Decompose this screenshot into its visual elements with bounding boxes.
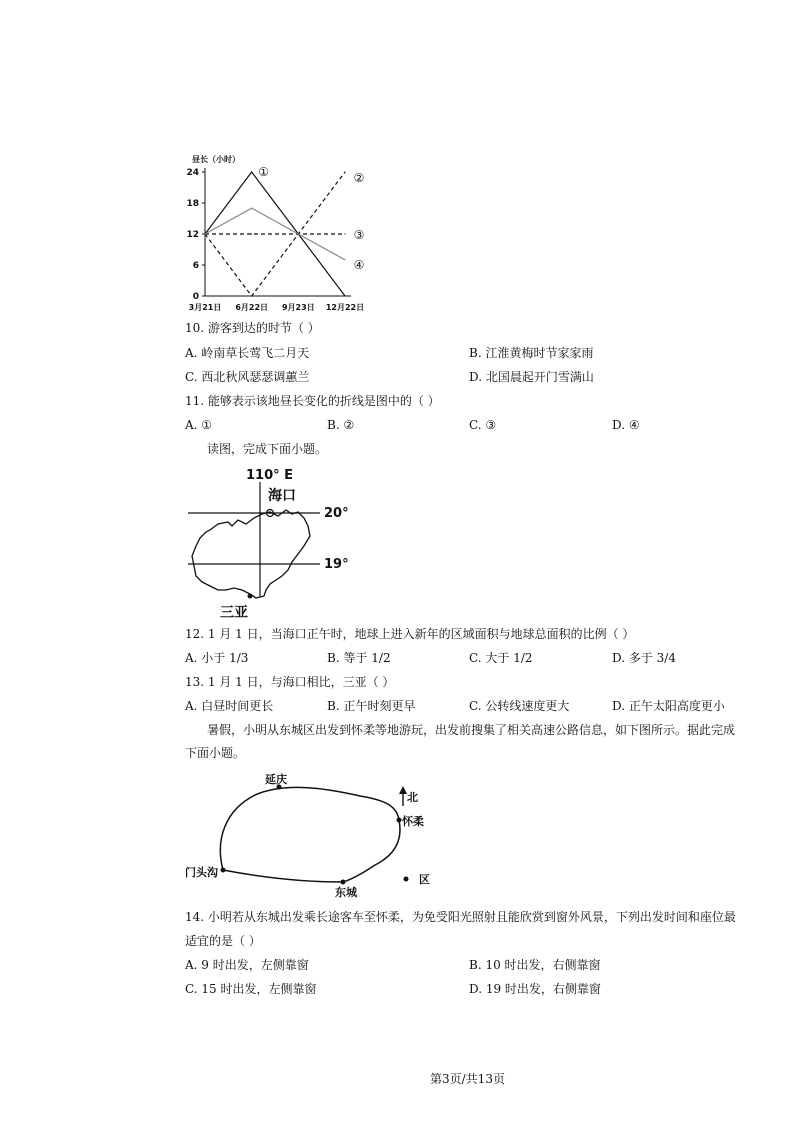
series-3-point: [251, 233, 252, 234]
sanya-marker: [248, 594, 253, 599]
x-tick-label: 3月21日: [188, 303, 222, 312]
y-tick-label: 12: [186, 230, 199, 240]
series-label-1: ①: [258, 165, 270, 179]
q11-option-d: D. ④: [612, 418, 640, 432]
series-3-point: [344, 233, 345, 234]
beijing-highway-map: [185, 770, 445, 900]
intro-text-2: 读图，完成下面小题。: [207, 442, 328, 456]
mentougou-label: 门头沟: [185, 866, 218, 879]
page-footer: 第3页/共13页: [430, 1072, 505, 1086]
intro-text-3-line2: 下面小题。: [185, 746, 246, 760]
q12-option-c: C. 大于 1/2: [469, 651, 533, 665]
q14-stem-line2: 适宜的是（ ）: [185, 934, 261, 948]
dongcheng-label: 东城: [335, 886, 357, 899]
q12-stem: 12. 1 月 1 日，当海口正午时，地球上进入新年的区域面积与地球总面积的比例（ ）: [185, 627, 635, 641]
q12-option-d: D. 多于 3/4: [612, 651, 676, 665]
q12-option-a: A. 小于 1/3: [185, 651, 249, 665]
x-tick-label: 6月22日: [235, 303, 269, 312]
q14-option-c: C. 15 时出发，左侧靠窗: [185, 982, 317, 996]
q10-option-d: D. 北国晨起开门雪满山: [469, 370, 594, 384]
q11-stem: 11. 能够表示该地昼长变化的折线是图中的（ ）: [185, 394, 440, 408]
q14-stem-line1: 14. 小明若从东城出发乘长途客车至怀柔，为免受阳光照射且能欣赏到窗外风景，下列出发时间和座位最: [185, 910, 736, 924]
q13-option-c: C. 公转线速度更大: [469, 699, 570, 713]
q13-option-d: D. 正午太阳高度更小: [612, 699, 725, 713]
q12-option-b: B. 等于 1/2: [327, 651, 391, 665]
q14-option-a: A. 9 时出发，左侧靠窗: [185, 958, 309, 972]
yanqing-label: 延庆: [265, 773, 287, 786]
mentougou-dot: [221, 868, 226, 873]
q10-stem: 10. 游客到达的时节（ ）: [185, 321, 320, 335]
x-tick-label: 12月22日: [325, 303, 365, 312]
y-tick-label: 24: [186, 168, 199, 178]
district-label: 区: [419, 873, 430, 886]
y-tick-label: 0: [192, 292, 199, 302]
q10-option-b: B. 江淮黄梅时节家家雨: [469, 346, 594, 360]
q13-option-b: B. 正午时刻更早: [327, 699, 416, 713]
huairou-label: 怀柔: [402, 815, 424, 828]
q11-option-b: B. ②: [327, 418, 355, 432]
north-arrow-icon: [399, 786, 407, 794]
dongcheng-dot: [341, 880, 346, 885]
sanya-label: 三亚: [220, 605, 248, 621]
lat-20-label: 20°: [324, 506, 349, 521]
q11-option-a: A. ①: [185, 418, 213, 432]
lat-19-label: 19°: [324, 557, 349, 572]
series-2-point: [344, 171, 345, 172]
series-label-3: ③: [353, 228, 365, 242]
q10-option-a: A. 岭南草长莺飞二月天: [185, 346, 310, 360]
y-tick-label: 6: [192, 261, 199, 271]
q14-option-b: B. 10 时出发，右侧靠窗: [469, 958, 601, 972]
series-4-point: [298, 233, 299, 234]
series-4-point: [204, 233, 205, 234]
series-4-point: [344, 259, 345, 260]
longitude-label: 110° E: [246, 468, 294, 483]
series-2-point: [251, 295, 252, 296]
north-label: 北: [407, 791, 418, 804]
day-length-chart: [180, 150, 380, 320]
series-1-point: [251, 171, 252, 172]
hainan-map: [180, 462, 370, 624]
q13-option-a: A. 白昼时间更长: [185, 699, 274, 713]
series-1-point: [344, 295, 345, 296]
district-dot: [404, 877, 409, 882]
hainan-island-outline: [192, 510, 310, 598]
q14-option-d: D. 19 时出发，右侧靠窗: [469, 982, 601, 996]
y-axis-label: 昼长（小时）: [192, 155, 240, 164]
series-label-4: ④: [353, 257, 365, 272]
series-label-2: ②: [353, 171, 365, 185]
haikou-label: 海口: [268, 488, 296, 504]
y-tick-label: 18: [186, 199, 199, 209]
huairou-dot: [397, 818, 402, 823]
series-4-point: [251, 208, 252, 209]
intro-text-3-line1: 暑假，小明从东城区出发到怀柔等地游玩，出发前搜集了相关高速公路信息，如下图所示。据此完成: [207, 723, 736, 737]
q10-option-c: C. 西北秋风瑟瑟调蕙兰: [185, 370, 310, 384]
q13-stem: 13. 1 月 1 日，与海口相比，三亚（ ）: [185, 675, 395, 689]
q11-option-c: C. ③: [469, 418, 497, 432]
x-tick-label: 9月23日: [281, 303, 315, 312]
highway-loop: [220, 787, 400, 882]
